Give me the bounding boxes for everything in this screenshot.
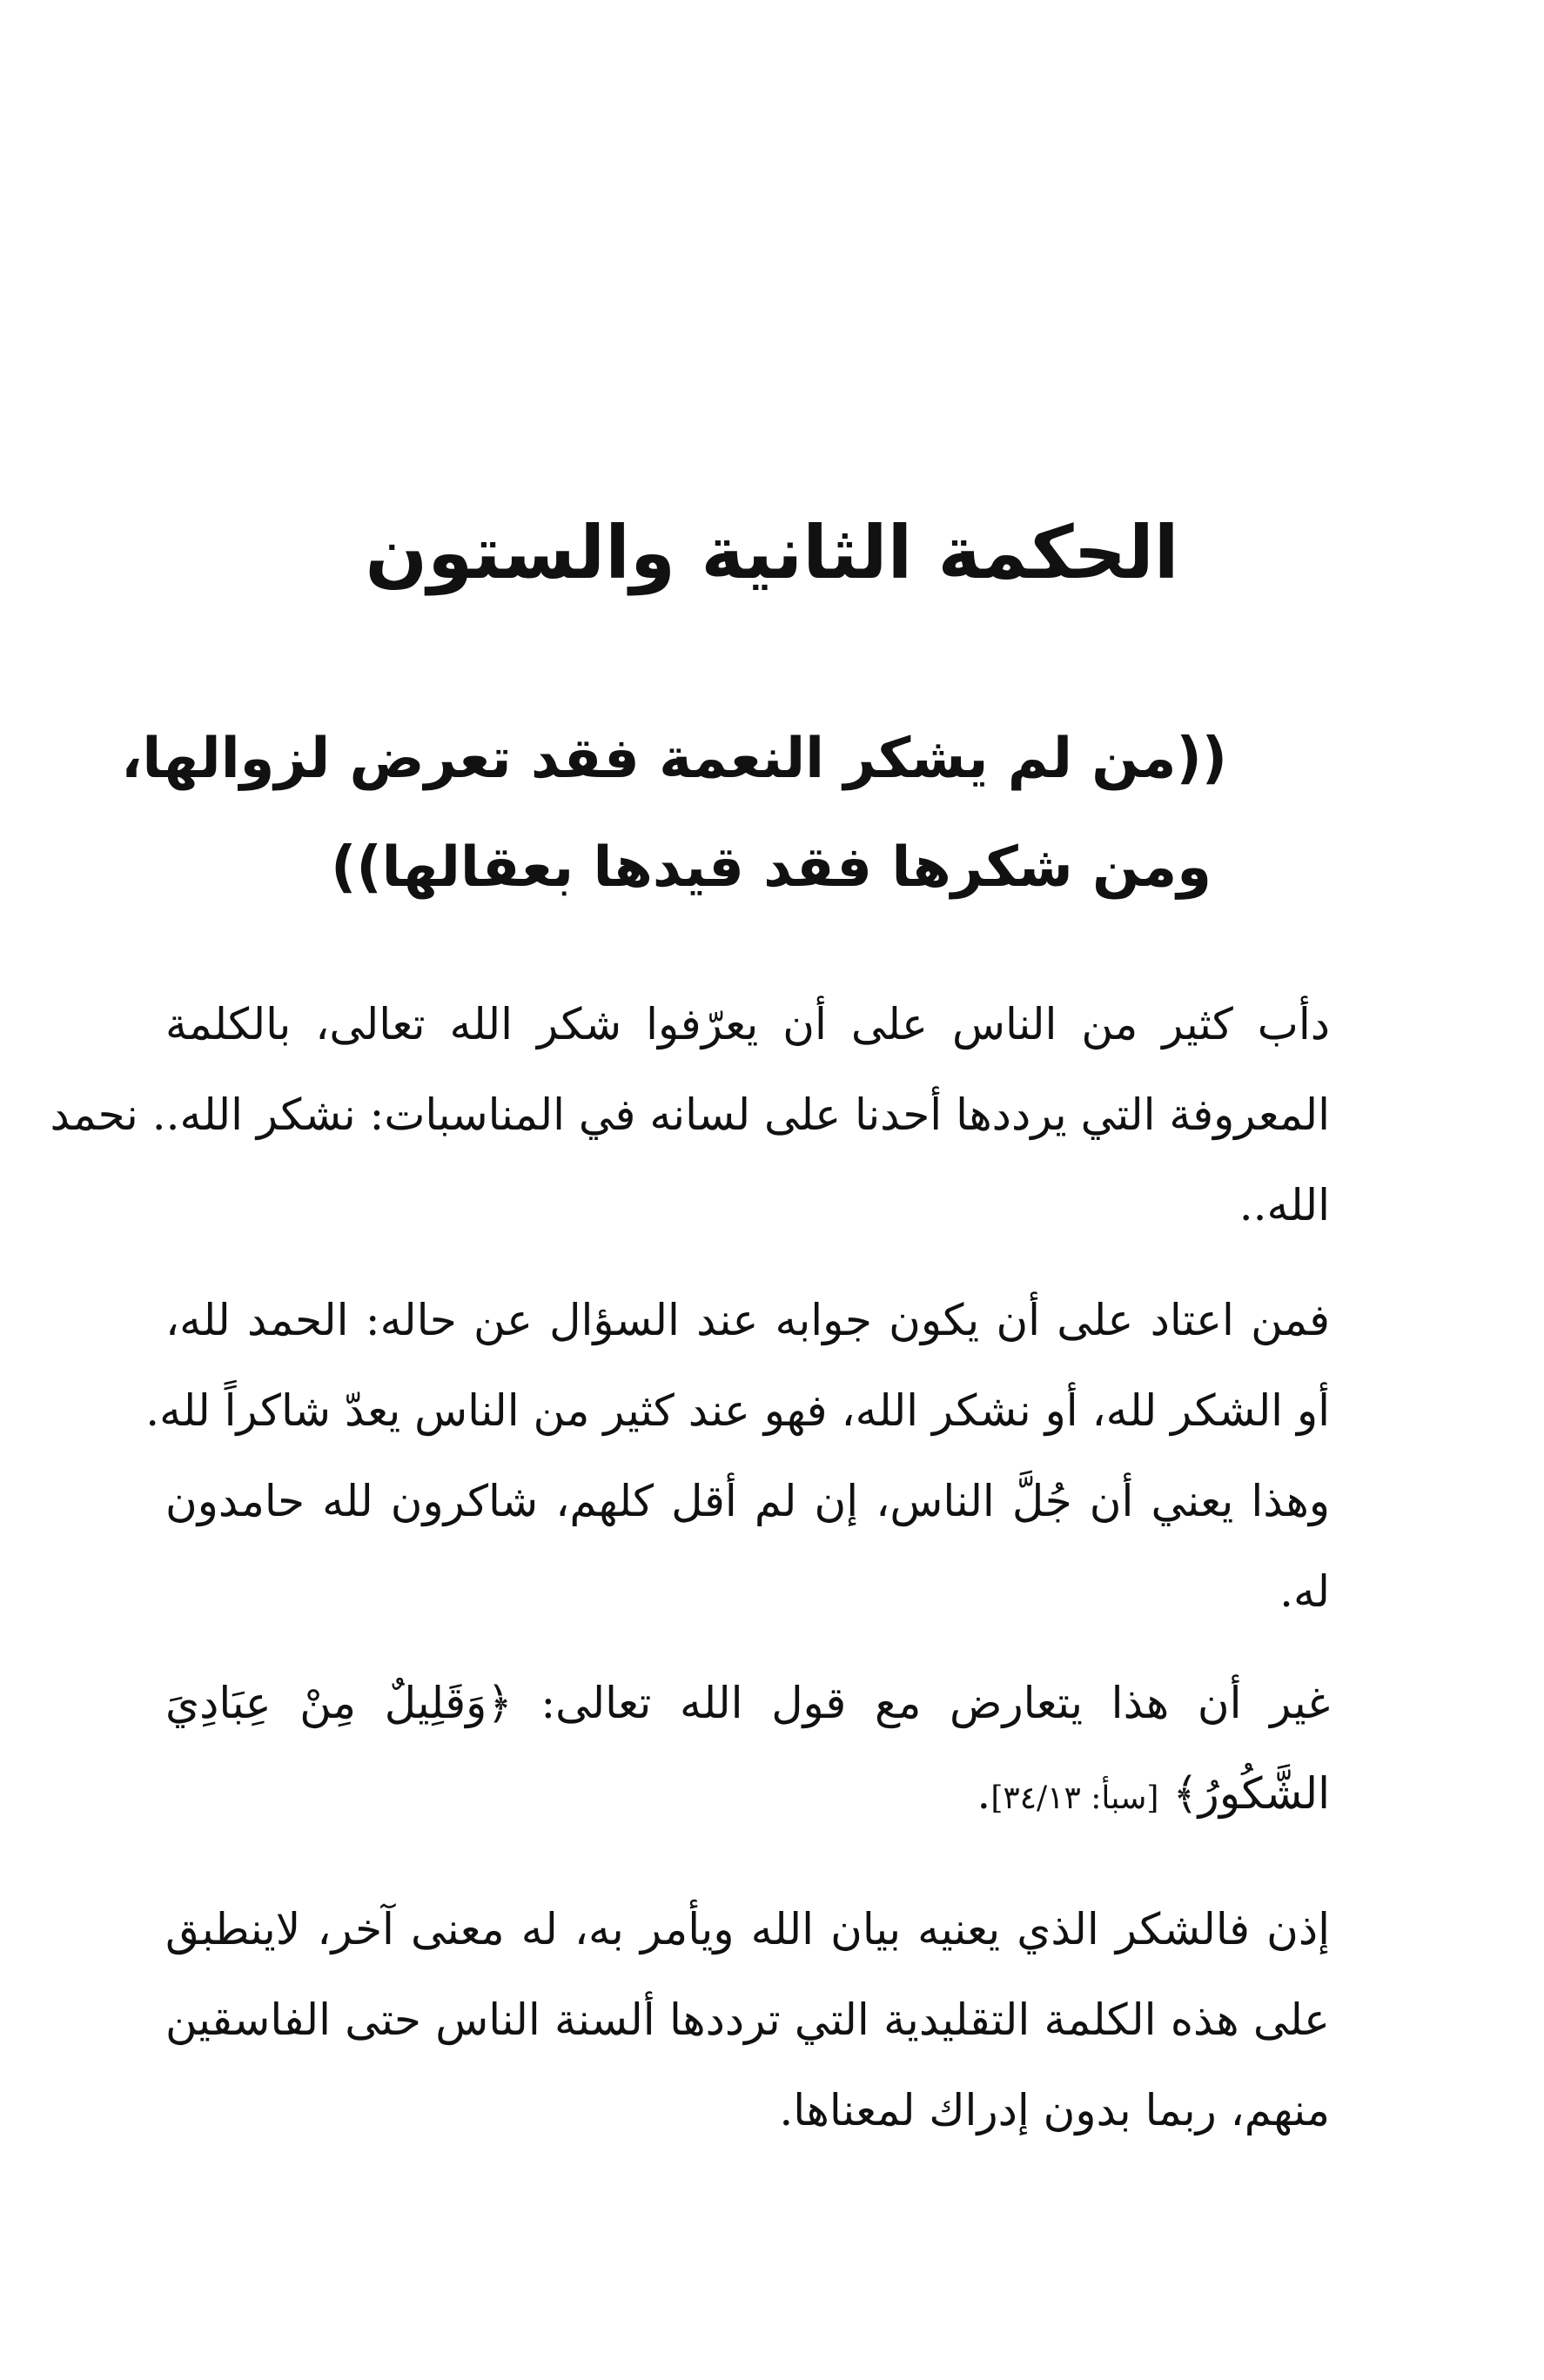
- paragraph-line: وهذا يعني أن جُلَّ الناس، إن لم أقل كلهم، شاكرون لله حامدون: [165, 1476, 1330, 1526]
- paragraph-line: أو الشكر لله، أو نشكر الله، فهو عند كثير من الناس يعدّ شاكراً لله.: [145, 1385, 1330, 1436]
- quran-verse-end: الشَّكُورُ﴾: [1172, 1768, 1330, 1819]
- paragraph-line-verse: [165, 1748, 1330, 1844]
- paragraph-line: على هذه الكلمة التقليدية التي ترددها ألسنة الناس حتى الفاسقين: [165, 1995, 1330, 2045]
- aphorism-line-2: ومن شكرها فقد قيدها بعقالها)): [331, 835, 1212, 900]
- paragraph-line: منهم، ربما بدون إدراك لمعناها.: [779, 2085, 1330, 2135]
- paragraph-line: فمن اعتاد على أن يكون جوابه عند السؤال عن حاله: الحمد لله،: [165, 1295, 1330, 1345]
- paragraph-line: المعروفة التي يرددها أحدنا على لسانه في المناسبات: نشكر الله.. نحمد: [50, 1089, 1330, 1140]
- end-punctuation: .: [977, 1768, 991, 1819]
- paragraph-1: [50, 979, 1330, 1250]
- paragraph-line: دأب كثير من الناس على أن يعرّفوا شكر الله تعالى، بالكلمة: [165, 999, 1330, 1049]
- paragraph-line: له.: [1279, 1566, 1330, 1617]
- chapter-title: الحكمة الثانية والستون: [365, 510, 1179, 595]
- verse-citation: [سبأ: ٣٤/١٣]: [990, 1780, 1159, 1816]
- aphorism-line-1: ((من لم يشكر النعمة فقد تعرض لزوالها،: [121, 727, 1227, 791]
- paragraph-2: [145, 1275, 1330, 1637]
- paragraph-line: إذن فالشكر الذي يعنيه بيان الله ويأمر به، له معنى آخر، لاينطبق: [165, 1904, 1330, 1954]
- paragraph-line: الله..: [1239, 1180, 1330, 1230]
- paragraph-4: [165, 1884, 1330, 2155]
- paragraph-line: غير أن هذا يتعارض مع قول الله تعالى: ﴿وَقَلِيلٌ مِنْ عِبَادِيَ: [165, 1678, 1330, 1728]
- paragraph-3: [165, 1658, 1330, 1844]
- aphorism-quote: [121, 705, 1227, 922]
